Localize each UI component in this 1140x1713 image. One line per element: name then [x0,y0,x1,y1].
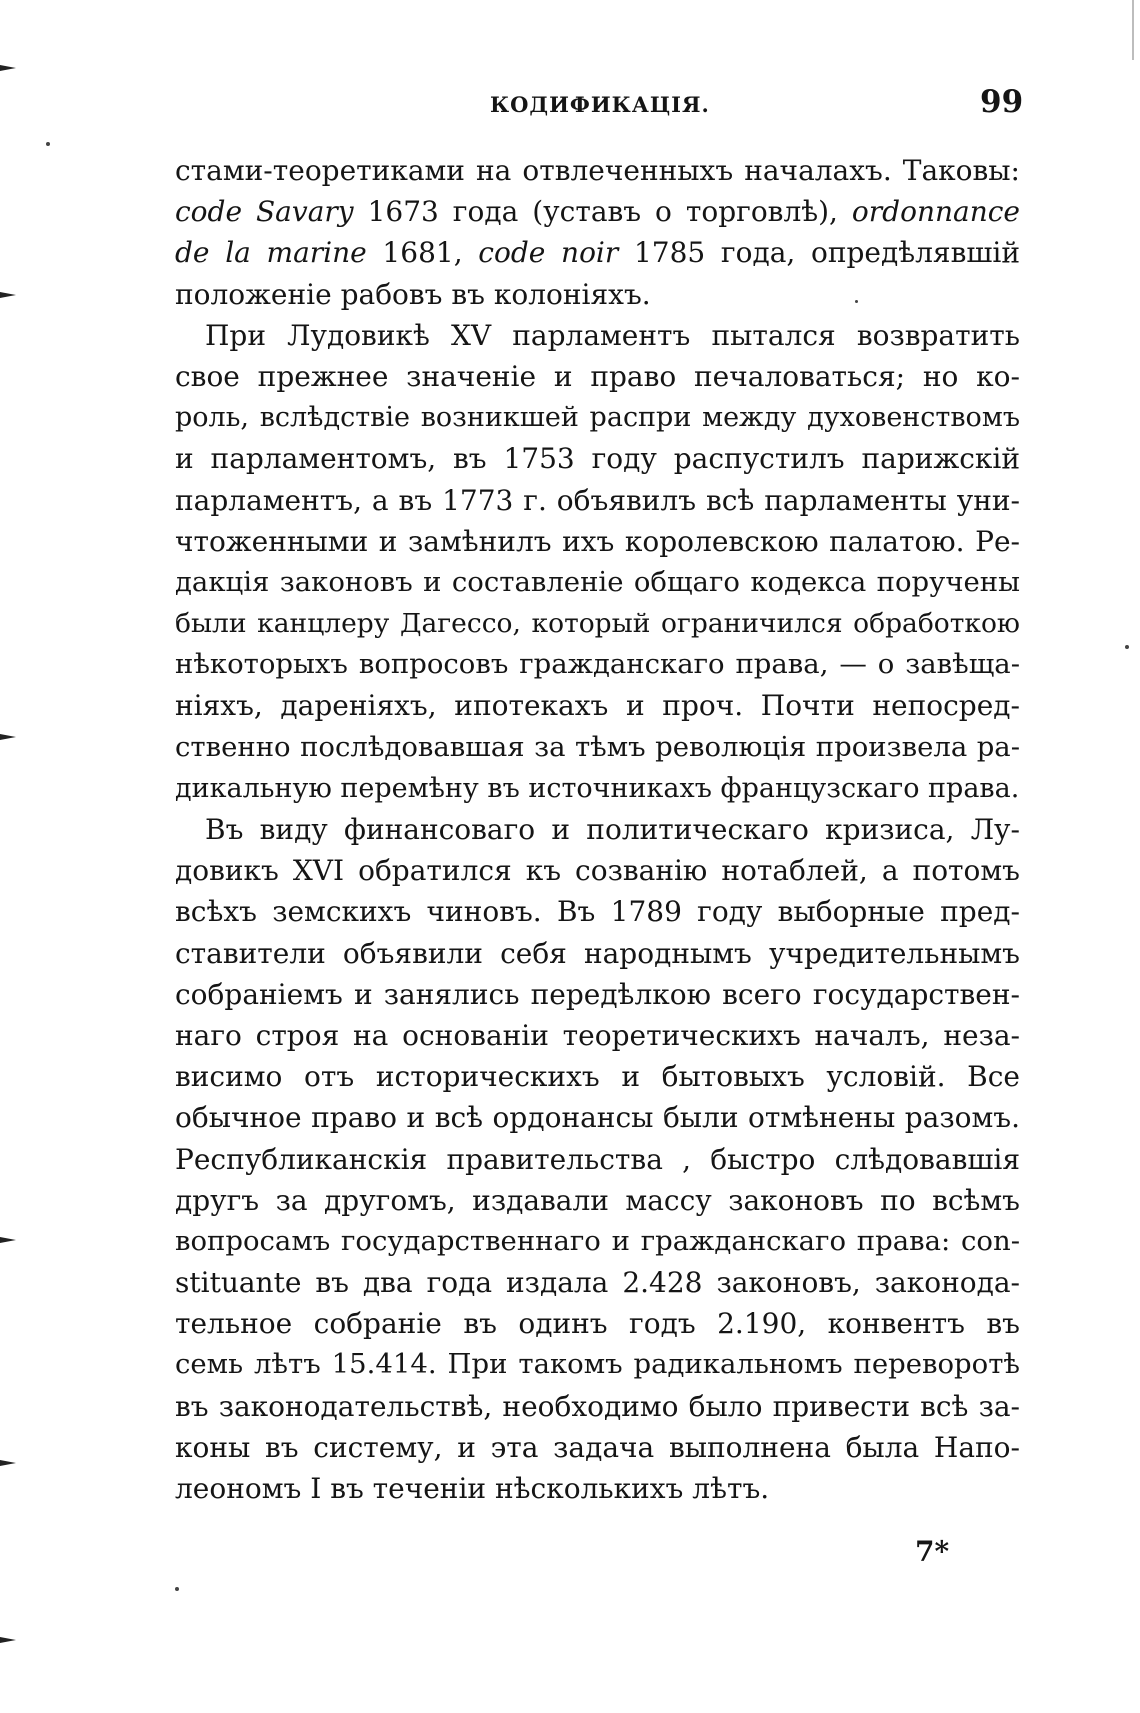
italic-segment: code noir [478,236,619,270]
text-line: семь лѣтъ 15.414. При такомъ радикальномъ переворотѣ [175,1348,1020,1381]
text-line: чтоженными и замѣнилъ ихъ королевскою палатою. Ре- [175,524,1020,558]
scan-speck [1125,645,1129,649]
margin-mark [0,65,16,71]
margin-mark [0,1237,16,1243]
text-line: При Лудовикѣ XV парламентъ пытался возвратить [205,318,1020,352]
text-segment: 1673 года (уставъ о торговлѣ), [353,195,852,229]
italic-segment: de la marine [175,236,367,270]
text-line: Республиканскія правительства , быстро слѣдовавшія [175,1142,1020,1176]
italic-segment: ordonnance [851,195,1020,229]
text-line: ніяхъ, дареніяхъ, ипотекахъ и проч. Почти непосред- [175,689,1020,723]
text-line: дакція законовъ и составленіе общаго кодекса поручены [175,565,1020,598]
scan-speck [855,300,858,303]
text-line [175,232,1020,273]
text-segment: 1681, [366,236,479,270]
text-line: свое прежнее значеніе и право печаловаться; но ко- [175,359,1020,393]
text-line: нѣкоторыхъ вопросовъ гражданскаго права, — о завѣща- [175,648,1020,681]
italic-segment: code Savary [175,195,354,229]
scan-speck [175,1587,179,1591]
text-line: и парламентомъ, въ 1753 году распустилъ парижскій [175,442,1020,476]
text-line: висимо отъ историческихъ и бытовыхъ условій. Все [175,1060,1020,1094]
text-line: ставители объявили себя народнымъ учредительнымъ [175,936,1020,970]
margin-mark [0,734,16,740]
text-line: другъ за другомъ, издавали массу законовъ по всѣмъ [175,1183,1020,1217]
running-title: КОДИФИКАЦІЯ. [490,92,710,117]
text-line: положеніе рабовъ въ колоніяхъ. [175,277,651,311]
scan-speck [46,142,50,146]
running-head [0,84,1140,134]
text-line: въ законодательствѣ, необходимо было привести всѣ за- [175,1389,1020,1423]
text-line: всѣхъ земскихъ чиновъ. Въ 1789 году выборные пред- [175,895,1020,929]
text-line: были канцлеру Дагессо, который ограничился обработкою [175,608,1020,640]
text-line [175,191,1020,232]
text-line: парламентъ, а въ 1773 г. объявилъ всѣ парламенты уни- [175,483,1020,517]
text-line: тельное собраніе въ одинъ годъ 2.190, конвентъ въ [175,1307,1020,1341]
text-line: обычное право и всѣ ордонансы были отмѣнены разомъ. [175,1101,1020,1135]
text-line: ственно послѣдовавшая за тѣмъ революція произвела ра- [175,730,1020,763]
margin-mark [0,1637,16,1643]
page-number: 99 [980,84,1024,120]
text-line: stituante въ два года издала 2.428 законовъ, законода- [175,1266,1020,1300]
text-line: леономъ I въ теченіи нѣсколькихъ лѣтъ. [175,1472,770,1505]
text-line: вопросамъ государственнаго и гражданскаго права: con- [175,1224,1020,1257]
body-text [175,150,1020,1509]
text-line: довикъ XVI обратился къ созванію нотаблей, а потомъ [175,854,1020,888]
text-line: дикальную перемѣну въ источникахъ французскаго права. [175,772,1020,804]
text-segment: 1785 года, опредѣлявшій [618,236,1020,270]
margin-mark [0,1460,16,1466]
text-line: Въ виду финансоваго и политическаго кризиса, Лу- [205,813,1020,846]
page-edge-shadow [1132,0,1134,60]
signature-mark: 7* [915,1535,950,1568]
text-line: коны въ систему, и эта задача выполнена была Напо- [175,1430,1020,1464]
text-line: собраніемъ и занялись передѣлкою всего государствен- [175,977,1020,1011]
text-line: стами-теоретиками на отвлеченныхъ началахъ. Таковы: [175,154,1020,187]
text-line: роль, вслѣдствіе возникшей распри между духовенствомъ [175,402,1020,434]
margin-mark [0,292,16,298]
text-line: наго строя на основаніи теоретическихъ началъ, неза- [175,1018,1020,1052]
